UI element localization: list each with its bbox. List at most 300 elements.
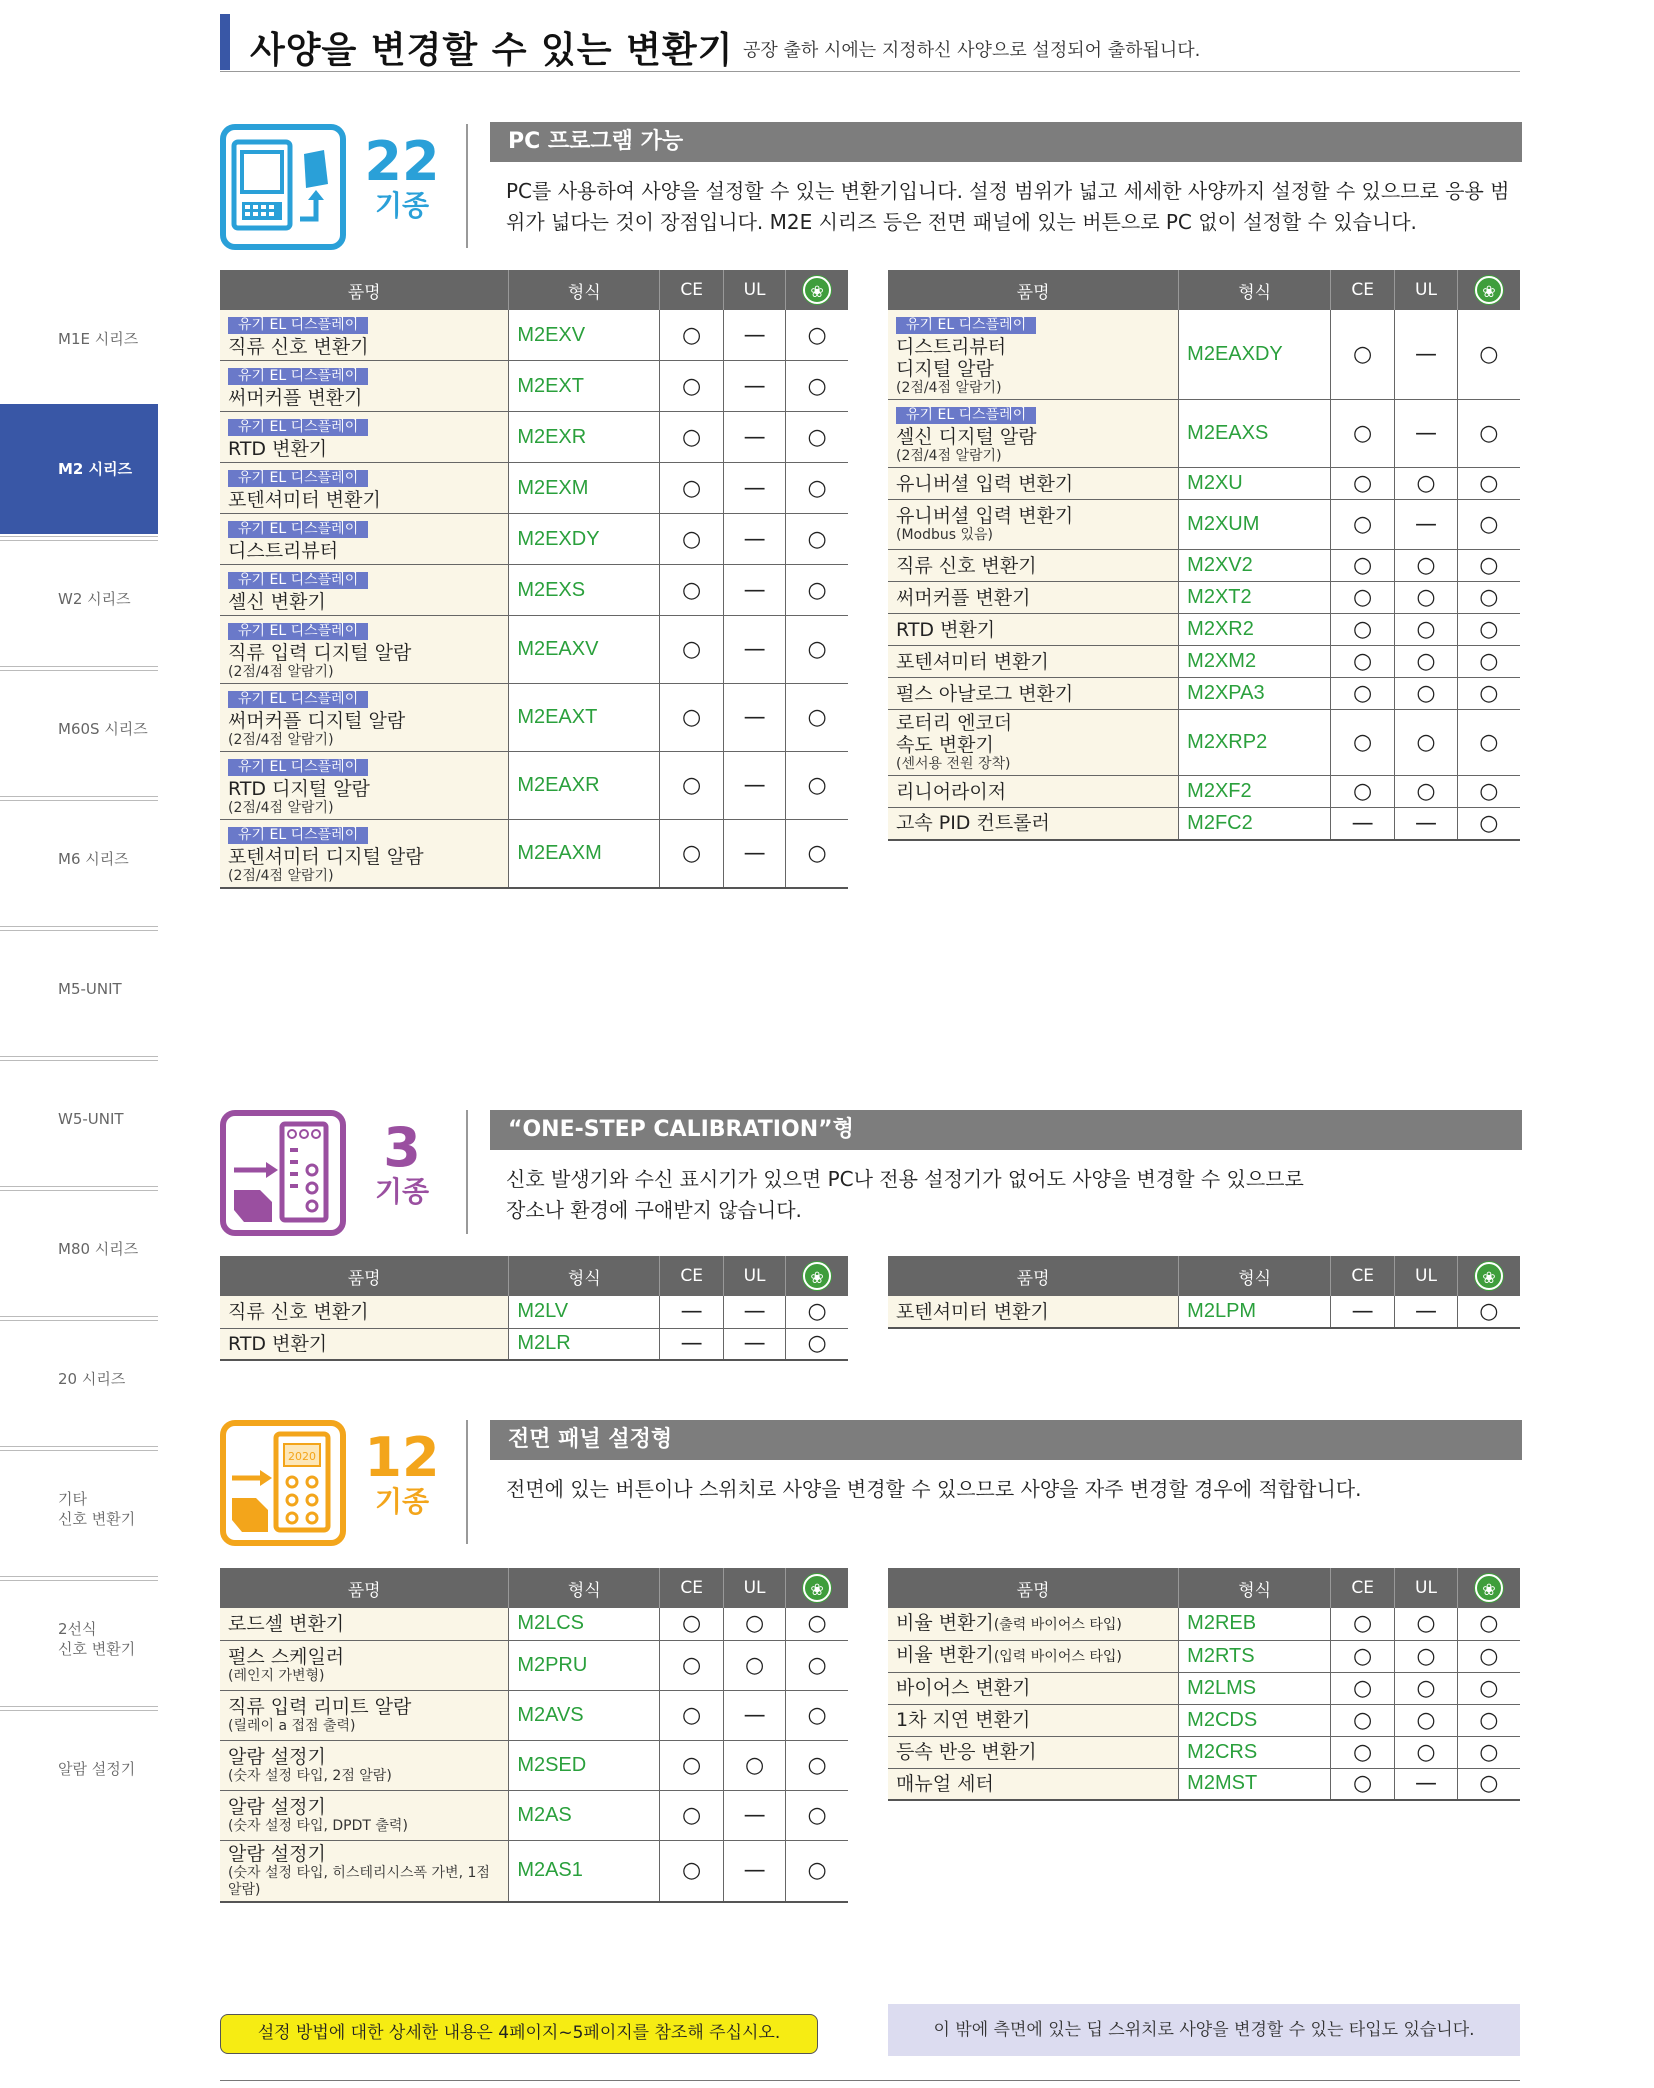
- ce-mark: [660, 412, 724, 463]
- ce-status: ○: [682, 475, 702, 501]
- eco-status: ○: [807, 1702, 827, 1728]
- page-subtitle: 공장 출하 시에는 지정하신 사양으로 설정되어 출하됩니다.: [743, 40, 1201, 61]
- ce-mark: [1331, 808, 1395, 840]
- display-type-tag: 유기 EL 디스플레이: [228, 521, 368, 538]
- product-name-cell: [220, 1790, 509, 1840]
- product-name: 로드셀 변환기: [228, 1612, 345, 1635]
- ul-status: —: [743, 705, 766, 730]
- ul-mark: [723, 1740, 785, 1790]
- product-name-cell: [888, 400, 1179, 468]
- model-code: M2AS1: [509, 1840, 660, 1902]
- ul-status: —: [743, 1858, 766, 1883]
- table-row: [220, 1690, 848, 1740]
- table-row: [220, 616, 848, 684]
- pc-table-left: [220, 270, 848, 889]
- column-header-model: 형식: [1179, 270, 1331, 310]
- ul-status: —: [743, 1702, 766, 1728]
- ce-mark: [1331, 710, 1395, 776]
- eco-status: ○: [1479, 421, 1499, 446]
- ul-status: —: [743, 475, 766, 501]
- eco-mark: [786, 463, 848, 514]
- eco-status: ○: [807, 1858, 827, 1883]
- table-row: [888, 710, 1520, 776]
- product-name: 직류 입력 디지털 알람: [228, 642, 412, 664]
- ul-status: —: [1414, 1771, 1437, 1797]
- pc-table-right: [888, 270, 1520, 841]
- eco-status: ○: [807, 322, 827, 348]
- ul-status: —: [743, 526, 766, 552]
- ce-mark: [660, 1296, 724, 1328]
- table-row: [888, 1640, 1520, 1672]
- eco-leaf-icon: ❀: [803, 1262, 831, 1290]
- table-row: [888, 468, 1520, 500]
- eco-status: ○: [807, 1611, 827, 1637]
- product-name-cell: [888, 1736, 1179, 1768]
- ce-mark: [660, 1328, 724, 1360]
- eco-status: ○: [1479, 1771, 1499, 1797]
- sidebar-item[interactable]: [0, 274, 158, 404]
- model-code: M2EXT: [509, 361, 660, 412]
- ul-status: —: [1414, 1299, 1437, 1324]
- sidebar-item-label: 기타 신호 변환기: [58, 1490, 136, 1528]
- product-name: 매뉴얼 세터: [896, 1772, 994, 1795]
- ce-status: ○: [1353, 681, 1373, 706]
- ul-status: ○: [1416, 471, 1436, 496]
- eco-status: ○: [1479, 1675, 1499, 1701]
- ul-mark: [1395, 1296, 1458, 1328]
- model-code: M2LMS: [1179, 1672, 1331, 1704]
- eco-mark: [1457, 1608, 1520, 1640]
- product-note: (Modbus 있음): [896, 527, 994, 543]
- model-code: M2LPM: [1179, 1296, 1331, 1328]
- ul-mark: [723, 1690, 785, 1740]
- eco-mark: [786, 1328, 848, 1360]
- product-name: 직류 신호 변환기: [896, 554, 1037, 577]
- ul-status: —: [743, 424, 766, 450]
- model-code: M2CRS: [1179, 1736, 1331, 1768]
- table-row: [888, 614, 1520, 646]
- ul-status: —: [1414, 512, 1437, 537]
- column-header-eco: [786, 1256, 848, 1296]
- eco-status: ○: [807, 841, 827, 866]
- ul-status: ○: [1416, 649, 1436, 674]
- eco-status: ○: [1479, 1739, 1499, 1765]
- product-note: (숫자 설정 타입, DPDT 출력): [228, 1817, 408, 1834]
- display-type-tag: 유기 EL 디스플레이: [228, 572, 368, 589]
- one-step-model-count: [352, 1116, 452, 1208]
- sidebar-item[interactable]: [0, 404, 158, 534]
- model-code: M2EAXM: [509, 820, 660, 889]
- product-name-cell: [888, 678, 1179, 710]
- ul-status: ○: [744, 1752, 765, 1778]
- ce-status: ○: [682, 1858, 702, 1883]
- model-code: M2AS: [509, 1790, 660, 1840]
- table-row: [888, 808, 1520, 840]
- eco-mark: [786, 820, 848, 889]
- ce-mark: [1331, 468, 1395, 500]
- sidebar-item[interactable]: [0, 1444, 158, 1574]
- sidebar-item[interactable]: [0, 1574, 158, 1704]
- ce-status: ○: [1353, 471, 1373, 496]
- ce-mark: [1331, 1296, 1395, 1328]
- ce-mark: [1331, 1736, 1395, 1768]
- eco-status: ○: [1479, 471, 1499, 496]
- table-row: [888, 678, 1520, 710]
- ce-status: ○: [682, 1802, 702, 1828]
- model-code: M2EAXT: [509, 684, 660, 752]
- product-name-cell: [888, 1768, 1179, 1800]
- eco-mark: [1457, 468, 1520, 500]
- product-name: 유니버셜 입력 변환기: [896, 505, 1074, 527]
- column-header-model: 형식: [509, 1568, 660, 1608]
- product-note: (숫자 설정 타입, 히스테리시스폭 가변, 1점 알람): [228, 1864, 490, 1898]
- sidebar-item-label: 2선식 신호 변환기: [58, 1620, 136, 1658]
- count-unit: 기종: [374, 1175, 430, 1208]
- product-name: 펄스 아날로그 변환기: [896, 682, 1074, 705]
- ce-status: —: [680, 1331, 703, 1357]
- ul-status: ○: [1416, 779, 1436, 804]
- model-code: M2EAXDY: [1179, 310, 1331, 400]
- bottom-divider: [220, 2080, 1520, 2081]
- ce-status: ○: [1353, 617, 1373, 642]
- column-header-eco: [786, 270, 848, 310]
- column-header-model: 형식: [1179, 1256, 1331, 1296]
- model-code: M2XV2: [1179, 550, 1331, 582]
- ce-status: ○: [682, 526, 702, 552]
- ul-mark: [1395, 1608, 1458, 1640]
- product-note: (릴레이 a 접점 출력): [228, 1717, 356, 1734]
- table-header-row: [220, 1256, 848, 1296]
- eco-mark: [1457, 1704, 1520, 1736]
- eco-leaf-icon: ❀: [1475, 276, 1503, 304]
- table-header-row: [888, 1256, 1520, 1296]
- eco-mark: [786, 1790, 848, 1840]
- ce-mark: [660, 752, 724, 820]
- product-name: 포텐셔미터 디지털 알람: [228, 846, 424, 868]
- column-header-ul: UL: [1395, 1256, 1458, 1296]
- column-header-ul: UL: [723, 1568, 785, 1608]
- product-name-qualifier: (출력 바이어스 타입): [993, 1616, 1122, 1633]
- pc-programmable-icon: [220, 124, 346, 250]
- ul-mark: [1395, 400, 1458, 468]
- sidebar-item-label: M1E 시리즈: [58, 330, 139, 348]
- sidebar-item-label: W2 시리즈: [58, 590, 131, 608]
- product-name-cell: [220, 514, 509, 565]
- ce-mark: [660, 1690, 724, 1740]
- eco-mark: [1457, 710, 1520, 776]
- eco-mark: [786, 752, 848, 820]
- product-name: 알람 설정기: [228, 1745, 326, 1768]
- sidebar-item-label: M80 시리즈: [58, 1240, 139, 1258]
- ce-status: ○: [682, 1702, 702, 1728]
- table-row: [220, 684, 848, 752]
- eco-status: ○: [807, 1752, 827, 1778]
- product-name: 디스트리뷰터: [228, 540, 339, 562]
- product-name: 로터리 엔코더 속도 변환기: [896, 712, 1013, 756]
- product-name-cell: [220, 752, 509, 820]
- table-row: [888, 1768, 1520, 1800]
- ce-mark: [660, 1608, 724, 1640]
- eco-status: ○: [807, 526, 827, 552]
- ce-status: —: [1351, 810, 1374, 836]
- ul-mark: [723, 1296, 785, 1328]
- eco-mark: [786, 565, 848, 616]
- ul-status: ○: [1416, 1707, 1436, 1733]
- model-code: M2EXV: [509, 310, 660, 361]
- table-row: [220, 310, 848, 361]
- column-header-name: 품명: [888, 270, 1179, 310]
- column-header-ul: UL: [1395, 1568, 1458, 1608]
- product-name-cell: [888, 710, 1179, 776]
- ce-status: ○: [682, 1652, 702, 1678]
- ce-mark: [660, 684, 724, 752]
- eco-status: ○: [807, 424, 827, 450]
- model-code: M2PRU: [509, 1640, 660, 1690]
- ul-status: ○: [1416, 1611, 1436, 1637]
- ce-status: ○: [1353, 1707, 1373, 1733]
- display-type-tag: 유기 EL 디스플레이: [228, 759, 368, 776]
- sidebar-item[interactable]: [0, 1054, 158, 1184]
- ce-status: ○: [682, 773, 702, 798]
- column-header-name: 품명: [220, 1256, 509, 1296]
- model-code: M2LV: [509, 1296, 660, 1328]
- ce-mark: [660, 463, 724, 514]
- product-name: 유니버셜 입력 변환기: [896, 472, 1074, 495]
- sidebar-item-label: M5-UNIT: [58, 980, 122, 998]
- table-row: [888, 1296, 1520, 1328]
- table-header-row: [220, 1568, 848, 1608]
- model-code: M2EXR: [509, 412, 660, 463]
- product-name-qualifier: (입력 바이어스 타입): [993, 1649, 1122, 1665]
- sidebar-item[interactable]: [0, 1184, 158, 1314]
- sidebar-item[interactable]: [0, 794, 158, 924]
- product-name-cell: [220, 1608, 509, 1640]
- sidebar-item[interactable]: [0, 1314, 158, 1444]
- ce-status: ○: [1353, 730, 1373, 755]
- ul-status: —: [743, 322, 766, 348]
- eco-mark: [1457, 808, 1520, 840]
- eco-leaf-icon: ❀: [1475, 1574, 1503, 1602]
- product-name-cell: [220, 1740, 509, 1790]
- model-code: M2MST: [1179, 1768, 1331, 1800]
- eco-leaf-icon: ❀: [803, 1574, 831, 1602]
- eco-mark: [786, 684, 848, 752]
- product-name-cell: [888, 614, 1179, 646]
- eco-mark: [1457, 400, 1520, 468]
- table-row: [220, 1296, 848, 1328]
- product-name-cell: [220, 1328, 509, 1360]
- ul-mark: [723, 752, 785, 820]
- ce-mark: [1331, 646, 1395, 678]
- table-row: [220, 752, 848, 820]
- display-type-tag: 유기 EL 디스플레이: [228, 368, 368, 385]
- ce-mark: [1331, 582, 1395, 614]
- product-name-cell: [220, 565, 509, 616]
- display-type-tag: 유기 EL 디스플레이: [228, 317, 368, 334]
- eco-status: ○: [807, 475, 827, 501]
- eco-mark: [786, 412, 848, 463]
- ce-mark: [660, 820, 724, 889]
- ul-status: —: [743, 1299, 766, 1325]
- ul-mark: [723, 1840, 785, 1902]
- product-name-cell: [888, 1672, 1179, 1704]
- ce-mark: [1331, 776, 1395, 808]
- ul-mark: [1395, 614, 1458, 646]
- display-type-tag: 유기 EL 디스플레이: [228, 691, 368, 708]
- ul-status: ○: [1416, 1739, 1436, 1765]
- eco-status: ○: [1479, 553, 1499, 578]
- ul-status: —: [743, 577, 766, 603]
- table-row: [888, 776, 1520, 808]
- product-name: 포텐셔미터 변환기: [896, 1300, 1049, 1323]
- ce-status: ○: [1353, 1611, 1373, 1637]
- sidebar-item[interactable]: [0, 1704, 158, 1834]
- display-type-tag: 유기 EL 디스플레이: [896, 407, 1036, 424]
- column-header-model: 형식: [509, 270, 660, 310]
- ul-mark: [1395, 550, 1458, 582]
- ul-mark: [723, 1640, 785, 1690]
- ul-status: ○: [1416, 553, 1436, 578]
- table-row: [220, 565, 848, 616]
- column-header-ce: CE: [1331, 1568, 1395, 1608]
- eco-status: ○: [1479, 730, 1499, 755]
- section-desc-front-panel: 전면에 있는 버튼이나 스위치로 사양을 변경할 수 있으므로 사양을 자주 변경할 경우에 적합합니다.: [506, 1477, 1362, 1501]
- product-name-cell: [220, 361, 509, 412]
- model-code: M2EXDY: [509, 514, 660, 565]
- model-code: M2XT2: [1179, 582, 1331, 614]
- column-header-ce: CE: [660, 1568, 724, 1608]
- table-row: [220, 1328, 848, 1360]
- product-name: 리니어라이저: [896, 780, 1007, 803]
- eco-status: ○: [1479, 681, 1499, 706]
- column-header-ce: CE: [1331, 1256, 1395, 1296]
- product-name: 비율 변환기(입력 바이어스 타입): [896, 1644, 1122, 1666]
- product-name-cell: [220, 412, 509, 463]
- product-name: 직류 입력 리미트 알람: [228, 1695, 412, 1718]
- column-header-ce: CE: [660, 270, 724, 310]
- table-header-row: [220, 270, 848, 310]
- product-name: RTD 변환기: [228, 438, 328, 460]
- front-panel-table-left: [220, 1568, 848, 1903]
- product-name-cell: [220, 1690, 509, 1740]
- product-note: (2점/4점 알람기): [228, 868, 334, 884]
- ce-status: ○: [1353, 553, 1373, 578]
- eco-leaf-icon: ❀: [1475, 1262, 1503, 1290]
- sidebar-item[interactable]: [0, 534, 158, 664]
- sidebar-item[interactable]: [0, 664, 158, 794]
- ce-mark: [660, 616, 724, 684]
- ce-status: ○: [1353, 342, 1373, 367]
- ul-mark: [1395, 1704, 1458, 1736]
- table-row: [220, 1840, 848, 1902]
- column-header-eco: [786, 1568, 848, 1608]
- page-title: 사양을 변경할 수 있는 변환기: [250, 30, 734, 71]
- table-row: [888, 1704, 1520, 1736]
- ul-status: ○: [1416, 585, 1436, 610]
- ul-mark: [1395, 646, 1458, 678]
- ul-status: —: [743, 773, 766, 798]
- column-header-eco: [1457, 1568, 1520, 1608]
- ul-mark: [723, 514, 785, 565]
- eco-mark: [786, 361, 848, 412]
- eco-mark: [1457, 1736, 1520, 1768]
- table-header-row: [888, 1568, 1520, 1608]
- product-name-cell: [888, 1640, 1179, 1672]
- ul-status: ○: [1416, 681, 1436, 706]
- model-code: M2EAXV: [509, 616, 660, 684]
- column-header-ul: UL: [1395, 270, 1458, 310]
- ul-mark: [1395, 1768, 1458, 1800]
- product-name: 포텐셔미터 변환기: [228, 489, 381, 511]
- eco-status: ○: [1479, 1707, 1499, 1733]
- model-code: M2RTS: [1179, 1640, 1331, 1672]
- eco-mark: [786, 514, 848, 565]
- model-code: M2XUM: [1179, 500, 1331, 550]
- model-code: M2FC2: [1179, 808, 1331, 840]
- ce-status: ○: [1353, 1643, 1373, 1669]
- ce-status: —: [1351, 1299, 1374, 1324]
- count-unit: 기종: [374, 189, 430, 222]
- sidebar-item-label: W5-UNIT: [58, 1110, 124, 1128]
- ul-mark: [1395, 1640, 1458, 1672]
- ce-mark: [1331, 1640, 1395, 1672]
- eco-status: ○: [1479, 617, 1499, 642]
- ce-status: ○: [682, 577, 702, 603]
- ul-mark: [723, 1328, 785, 1360]
- sidebar-item-label: M6 시리즈: [58, 850, 129, 868]
- ul-mark: [1395, 1736, 1458, 1768]
- ul-mark: [723, 820, 785, 889]
- ce-mark: [660, 1790, 724, 1840]
- ce-mark: [660, 514, 724, 565]
- ul-mark: [1395, 468, 1458, 500]
- section-divider: [466, 1420, 468, 1544]
- product-name-cell: [888, 1704, 1179, 1736]
- eco-status: ○: [807, 1331, 827, 1357]
- ce-status: ○: [1353, 585, 1373, 610]
- ul-status: —: [743, 373, 766, 399]
- ce-status: ○: [682, 373, 702, 399]
- product-name: 디스트리뷰터 디지털 알람: [896, 336, 1007, 380]
- product-name: 바이어스 변환기: [896, 1677, 1031, 1699]
- ce-mark: [660, 565, 724, 616]
- sidebar-item[interactable]: [0, 924, 158, 1054]
- product-name-cell: [888, 500, 1179, 550]
- eco-mark: [786, 1690, 848, 1740]
- model-code: M2LR: [509, 1328, 660, 1360]
- ce-mark: [660, 1840, 724, 1902]
- product-name-cell: [220, 1296, 509, 1328]
- product-note: (레인지 가변형): [228, 1667, 325, 1684]
- ul-status: —: [1414, 342, 1437, 367]
- model-code: M2SED: [509, 1740, 660, 1790]
- product-name-cell: [888, 646, 1179, 678]
- ce-mark: [1331, 1704, 1395, 1736]
- product-name-cell: [888, 1608, 1179, 1640]
- eco-mark: [786, 1640, 848, 1690]
- section-title-one-step: “ONE-STEP CALIBRATION”형: [490, 1110, 1522, 1150]
- ul-status: ○: [744, 1652, 765, 1678]
- product-name-cell: [220, 616, 509, 684]
- model-code: M2XU: [1179, 468, 1331, 500]
- eco-mark: [1457, 1640, 1520, 1672]
- section-divider: [466, 1110, 468, 1234]
- eco-mark: [1457, 614, 1520, 646]
- column-header-ce: CE: [1331, 270, 1395, 310]
- ul-mark: [723, 616, 785, 684]
- ul-mark: [1395, 310, 1458, 400]
- eco-status: ○: [1479, 810, 1499, 836]
